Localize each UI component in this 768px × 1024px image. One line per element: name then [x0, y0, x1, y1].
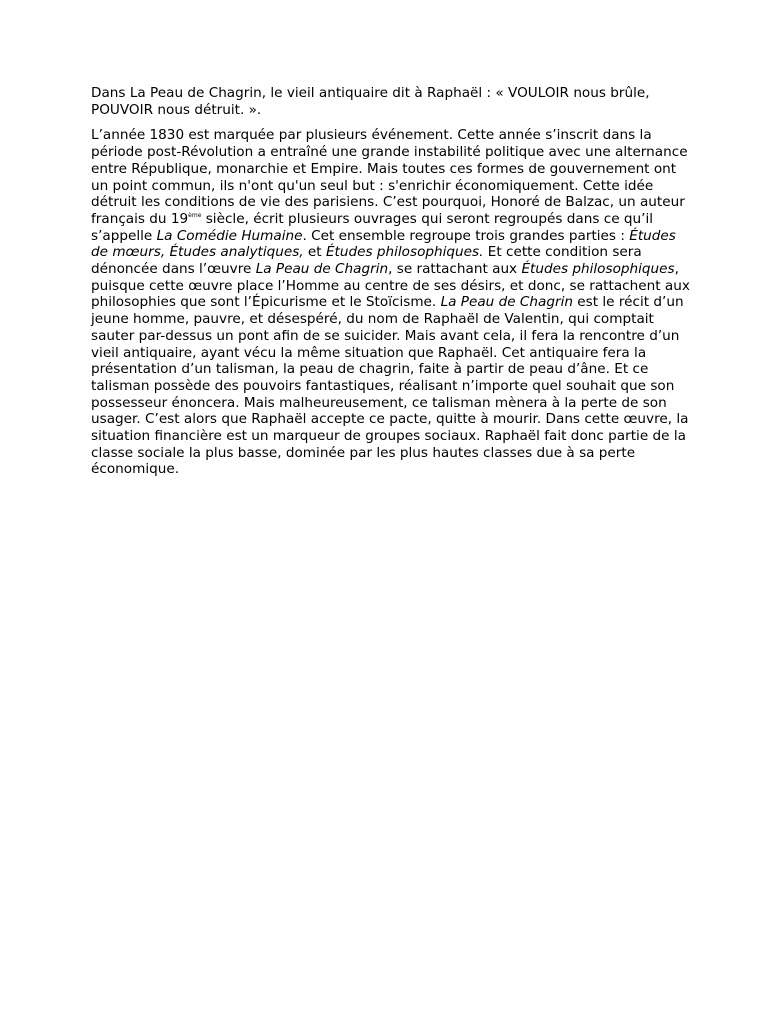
italic-title: Études philosophiques.	[325, 244, 484, 261]
quote-paragraph	[91, 85, 691, 118]
italic-title: La Peau de Chagrin	[440, 294, 573, 311]
body-paragraph	[91, 127, 691, 478]
text-run: , puisque cette œuvre place l’Homme au centre de ses désirs, et donc, se rattachent aux philosophies que sont l’Épicurisme et le Stoïcisme.	[91, 261, 690, 311]
text-run: L’année 1830 est marquée par plusieurs événement. Cette année s’inscrit dans la période post-Révolution a entraîné une grande instabilité politique avec une alternance entre République, monarchie et Empire. Mais toutes ces formes de gouvernement ont un point commun, ils n'ont qu'un seul but : s'enrichir économiquement. Cette idée détruit les conditions de vie des parisiens. C’est pourquoi, Honoré de Balzac, un auteur français du 19	[91, 127, 688, 227]
text-run: et	[303, 244, 326, 261]
text-run: est le récit d’un jeune homme, pauvre, et désespéré, du nom de Raphaël de Valentin, qui comptait sauter par-dessus un pont afin de se suicider. Mais avant cela, il fera la rencontre d’un vieil antiquaire, ayant vécu la même situation que Raphaël. Cet antiquaire fera la présentation d’un talisman, la peau de chagrin, faite à partir de peau d’âne. Et ce talisman possède des pouvoirs fantastiques, réalisant n’importe quel souhait que son possesseur énoncera. Mais malheureusement, ce talisman mènera à la perte de son usager. C’est alors que Raphaël accepte ce pacte, quitte à mourir. Dans cette œuvre, la situation financière est un marqueur de groupes sociaux. Raphaël fait donc partie de la classe sociale la plus basse, dominée par les plus hautes classes due à sa perte économique.	[91, 294, 689, 478]
italic-title: Études philosophiques	[521, 261, 675, 278]
italic-title: La Comédie Humaine	[156, 227, 303, 244]
italic-title: La Peau de Chagrin	[255, 261, 389, 278]
document-body	[91, 85, 691, 478]
italic-title: Études de mœurs, Études analytiques,	[91, 227, 676, 261]
text-run: Et cette condition sera dénoncée dans l’œuvre	[91, 244, 642, 278]
superscript-ordinal: ème	[188, 211, 202, 219]
text-run: , se rattachant aux	[388, 261, 522, 278]
text-run: siècle, écrit plusieurs ouvrages qui seront regroupés dans ce qu’il s’appelle	[91, 210, 654, 244]
text-run: . Cet ensemble regroupe trois grandes parties :	[302, 227, 630, 244]
text-run: Dans La Peau de Chagrin, le vieil antiquaire dit à Raphaël : « VOULOIR nous brûle, POUVOIR nous détruit. ».	[91, 85, 650, 118]
